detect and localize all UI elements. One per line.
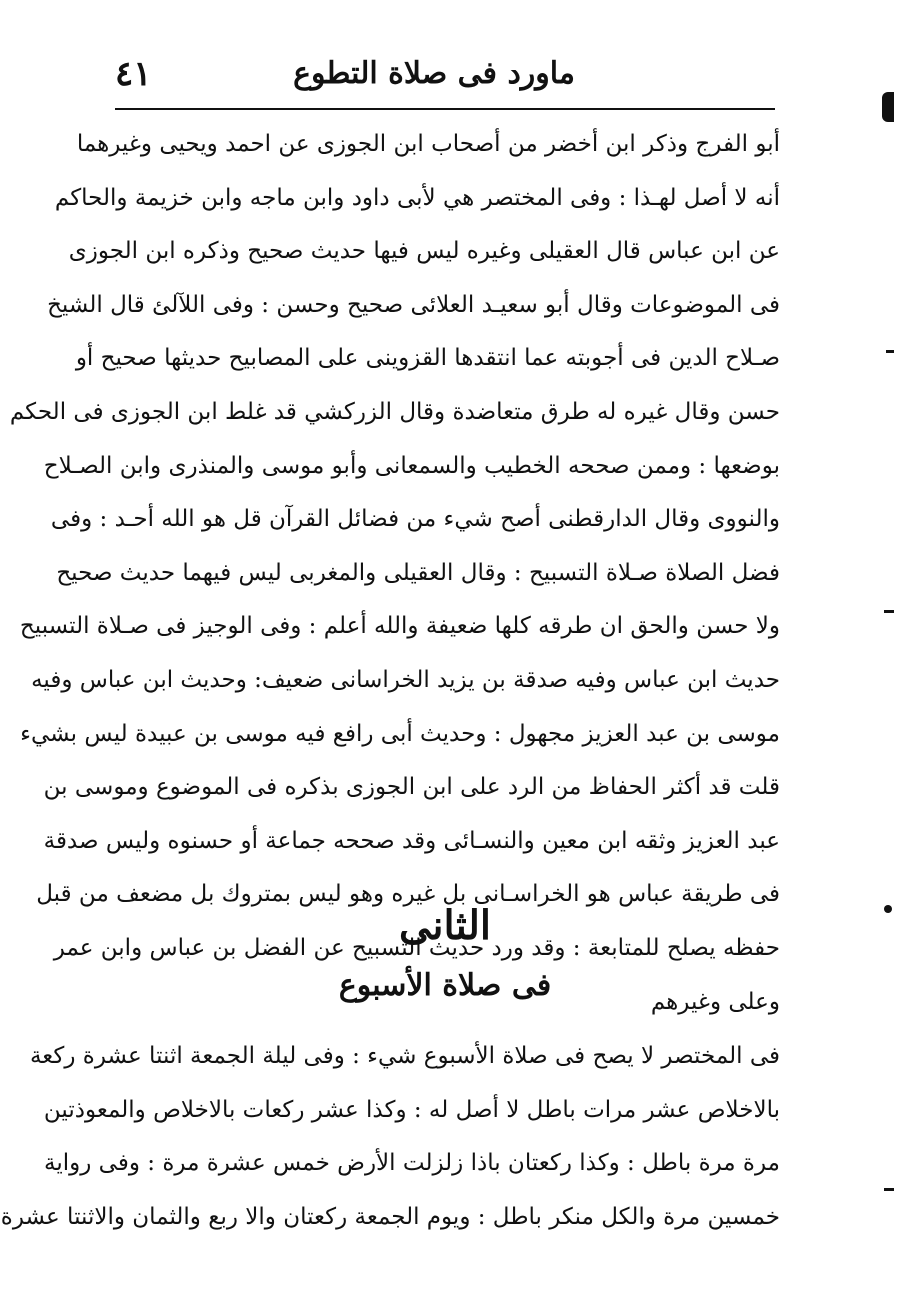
section-subheading: فى صلاة الأسبوع <box>338 968 552 1003</box>
text-line: وعلى وغيرهم <box>650 988 780 1015</box>
text-line: فى طريقة عباس هو الخراسـانى بل غيره وهو ليس بمتروك بل مضعف من قبل <box>36 881 780 908</box>
text-line: حفظه يصلح للمتابعة : وقد ورد حديث التسبيح عن الفضل بن عباس وابن عمر <box>53 934 780 961</box>
scan-mark <box>884 1188 894 1191</box>
running-title: ماورد فى صلاة التطوع <box>293 56 575 91</box>
text-line: قلت قد أكثر الحفاظ من الرد على ابن الجوزى بذكره فى الموضوع وموسى بن <box>43 774 780 801</box>
page-header <box>115 50 775 106</box>
text-line: موسى بن عبد العزيز مجهول : وحديث أبى رافع فيه موسى بن عبيدة ليس بشيء <box>20 720 780 747</box>
header-rule <box>115 108 775 110</box>
text-line: خمسين مرة والكل منكر باطل : ويوم الجمعة ركعتان والا ربع والثمان والاثنتا عشرة <box>0 1203 780 1230</box>
text-line: ولا حسن والحق ان طرقه كلها ضعيفة والله أعلم : وفى الوجيز فى صـلاة التسبيح <box>19 613 780 640</box>
text-line: بوضعها : وممن صححه الخطيب والسمعانى وأبو موسى والمنذرى وابن الصـلاح <box>43 452 780 479</box>
text-line: فضل الصلاة صـلاة التسبيح : وقال العقيلى والمغربى ليس فيهما حديث صحيح <box>56 559 780 586</box>
text-line: حديث ابن عباس وفيه صدقة بن يزيد الخراسانى ضعيف: وحديث ابن عباس وفيه <box>31 666 780 693</box>
section-one-text <box>9 118 780 1029</box>
section-two-headings <box>53 895 780 1015</box>
section-two-text <box>0 1030 780 1244</box>
text-line: بالاخلاص عشر مرات باطل لا أصل له : وكذا عشر ركعات بالاخلاص والمعوذتين <box>43 1096 780 1123</box>
text-line: عبد العزيز وثقه ابن معين والنسـائى وقد صححه جماعة أو حسنوه وليس صدقة <box>43 827 780 854</box>
scan-mark <box>884 610 894 613</box>
text-line: مرة مرة باطل : وكذا ركعتان باذا زلزلت الأرض خمس عشرة مرة : وفى رواية <box>44 1150 780 1177</box>
text-line: صـلاح الدين فى أجوبته عما انتقدها القزوينى على المصابيح حديثها صحيح أو <box>75 345 780 372</box>
text-line: حسن وقال غيره له طرق متعاضدة وقال الزركشي قد غلط ابن الجوزى فى الحكم <box>9 398 780 425</box>
text-line: عن ابن عباس قال العقيلى وغيره ليس فيها حديث صحيح وذكره ابن الجوزى <box>68 238 780 265</box>
text-line: أبو الفرج وذكر ابن أخضر من أصحاب ابن الجوزى عن احمد ويحيى وغيرهما <box>76 131 780 157</box>
section-heading: الثانى <box>398 902 492 949</box>
page-number: ٤١ <box>115 54 152 94</box>
text-line: فى الموضوعات وقال أبو سعيـد العلائى صحيح وحسن : وفى اللآلئ قال الشيخ <box>47 291 780 318</box>
text-line: فى المختصر لا يصح فى صلاة الأسبوع شيء : وفى ليلة الجمعة اثنتا عشرة ركعة <box>29 1043 780 1069</box>
text-line: أنه لا أصل لهـذا : وفى المختصر هي لأبى داود وابن ماجه وابن خزيمة والحاكم <box>54 184 780 211</box>
scan-mark <box>884 905 892 913</box>
scan-mark <box>882 92 894 122</box>
text-line: والنووى وقال الدارقطنى أصح شيء من فضائل القرآن قل هو الله أحـد : وفى <box>50 506 780 533</box>
scan-mark <box>886 350 894 353</box>
